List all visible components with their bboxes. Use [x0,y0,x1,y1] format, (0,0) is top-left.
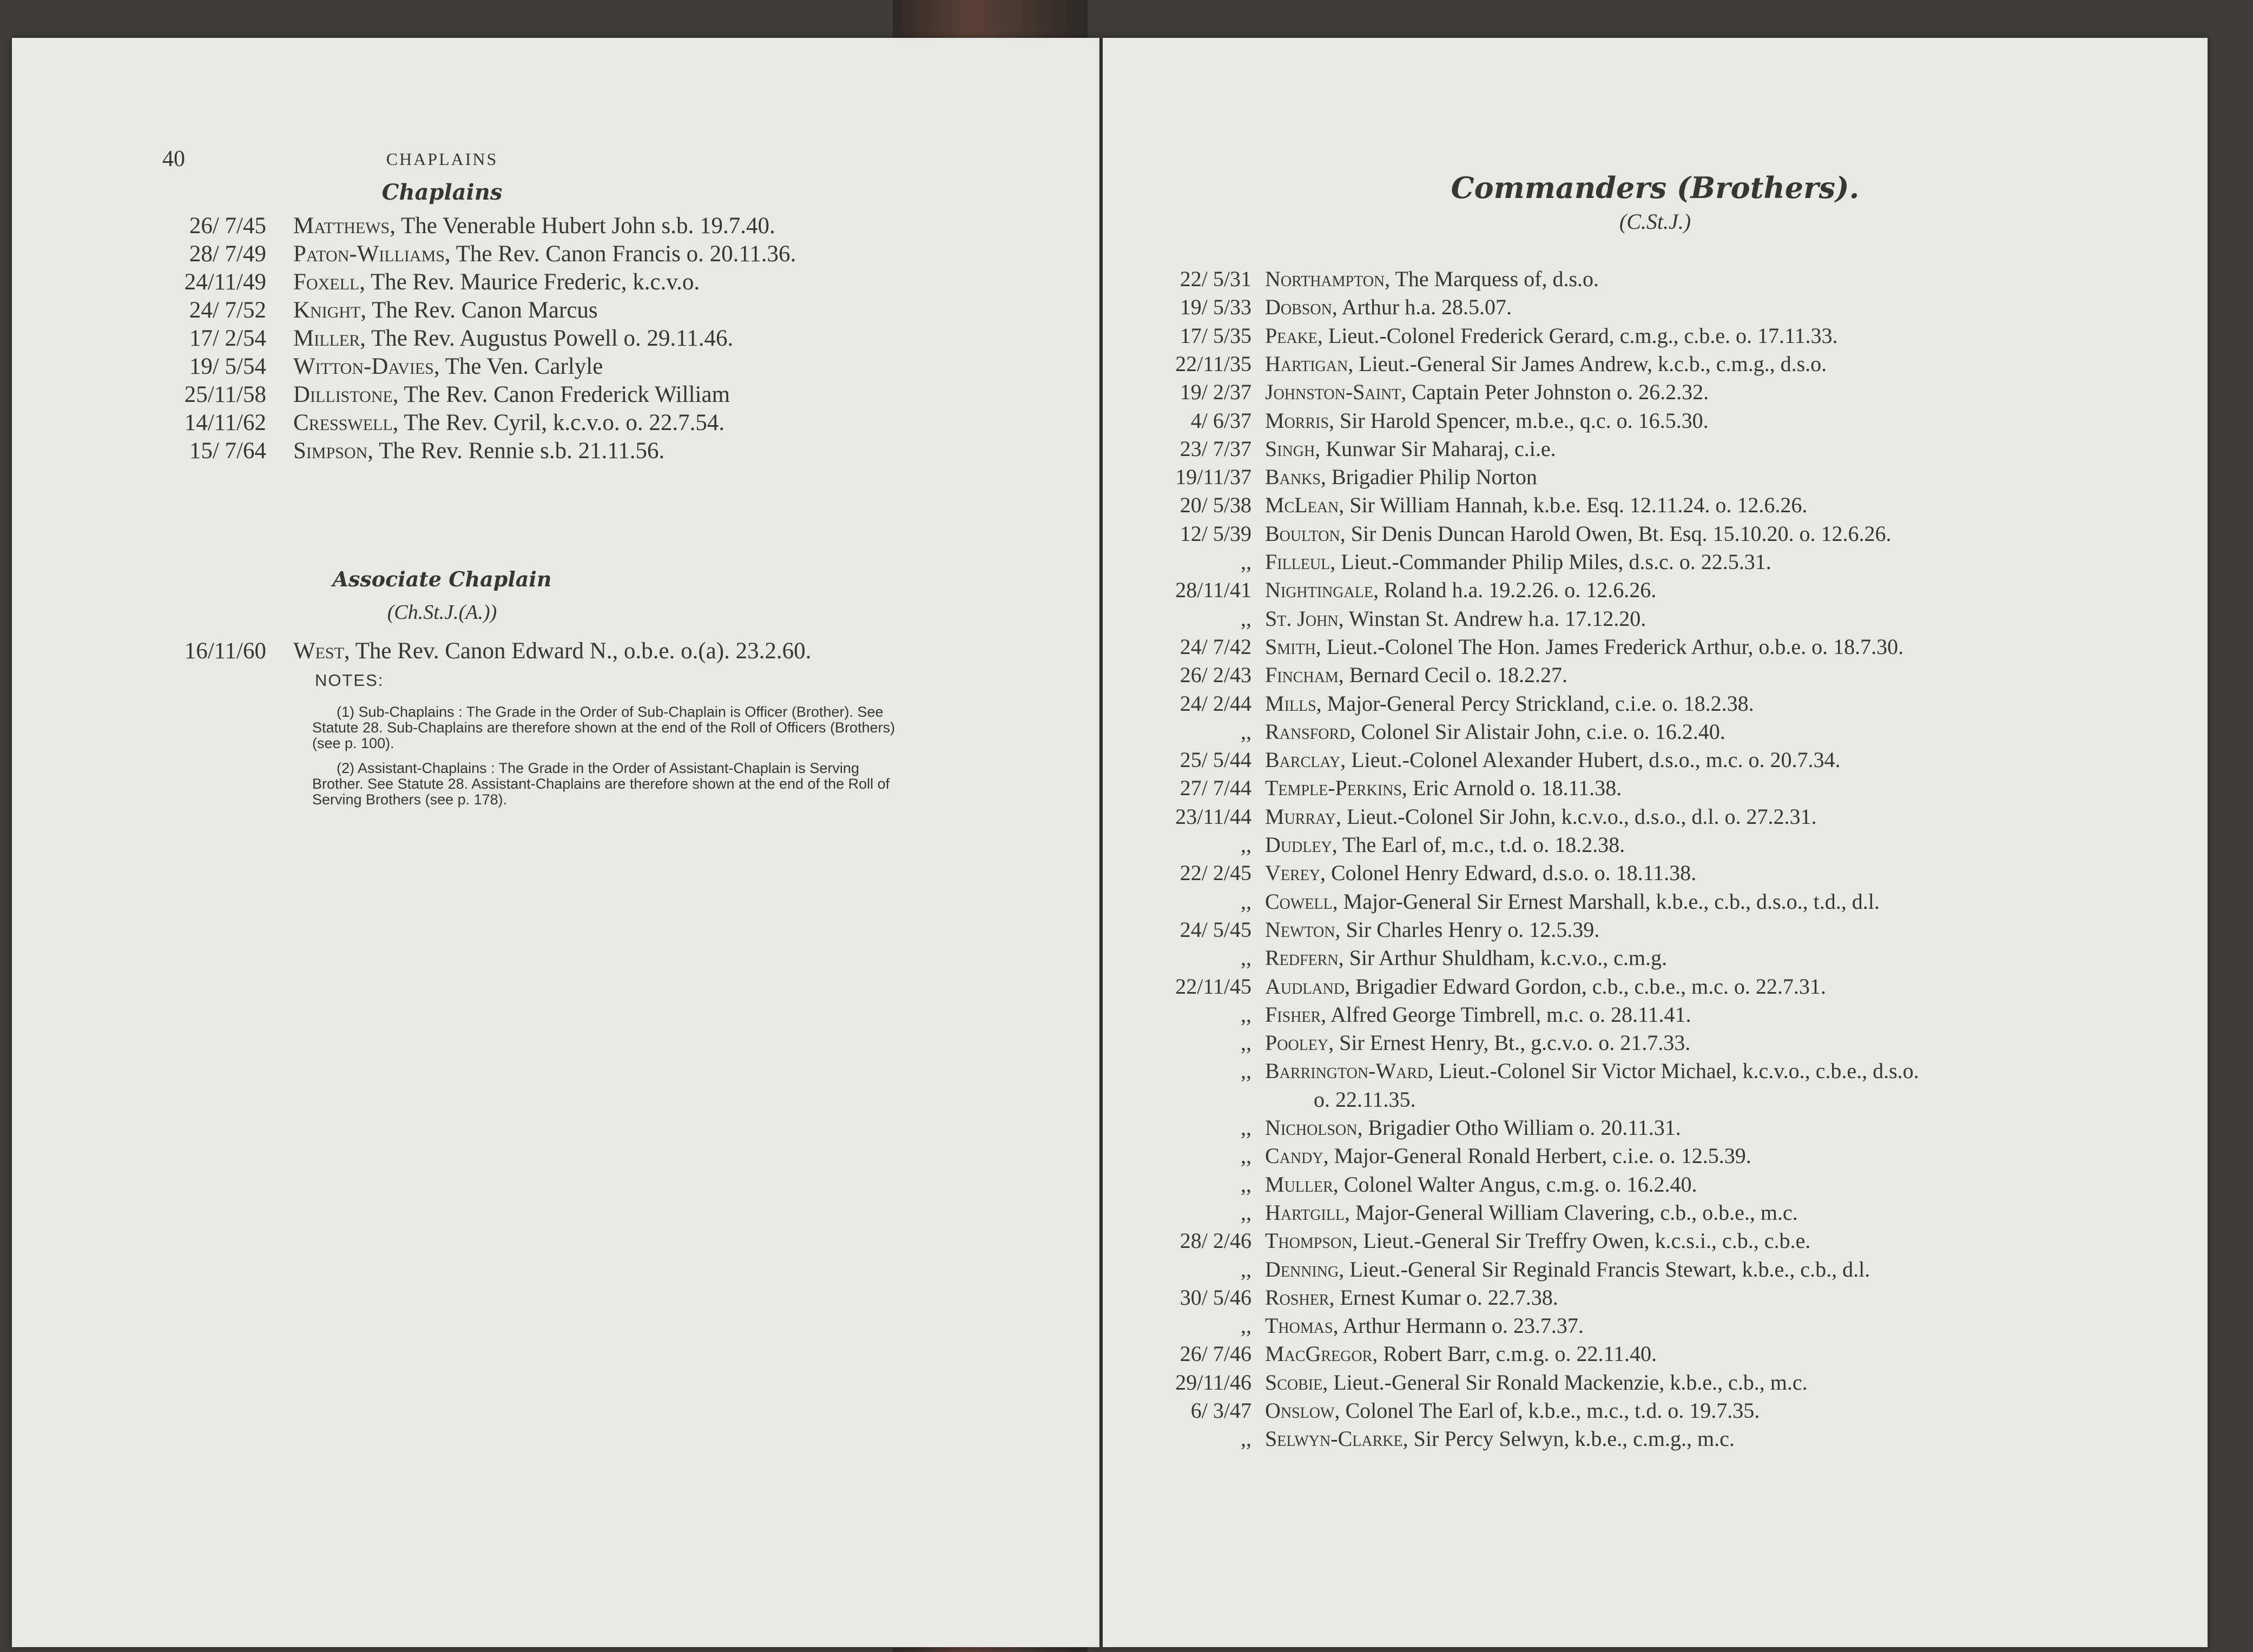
entry-surname: Redfern, [1265,946,1344,970]
entry-text [1265,831,1625,859]
entry-surname: Selwyn-Clarke, [1265,1426,1408,1451]
entry-surname: Dudley, [1265,832,1338,857]
entry-date: 16/11/60 [184,638,266,664]
entry-text [1265,1227,1810,1255]
associate-subheading: (Ch.St.J.(A.)) [387,601,497,624]
entry-surname: Paton-Williams, [293,241,451,267]
entry-surname: Filleul, [1265,550,1336,574]
entry-text [1265,265,1599,293]
entry-text [1265,407,1709,435]
entry-details: Arthur h.a. 28.5.07. [1337,295,1512,320]
entry-details: Roland h.a. 19.2.26. o. 12.6.26. [1378,578,1657,603]
entry-details: The Earl of, m.c., t.d. o. 18.2.38. [1337,832,1625,857]
entry-date: 19/ 2/37 [1180,380,1251,405]
entry-details: The Rev. Augustus Powell o. 29.11.46. [365,326,734,351]
entry-date: 26/ 7/46 [1180,1342,1251,1366]
entry-details: Kunwar Sir Maharaj, c.i.e. [1320,436,1556,461]
entry-date: ,, [1241,1030,1251,1055]
entry-details: The Rev. Cyril, k.c.v.o. o. 22.7.54. [398,410,725,435]
note-line: (1) Sub-Chaplains : The Grade in the Order of Sub-Chaplain is Officer (Brother). See [337,704,884,720]
entry-text [1265,916,1599,944]
entry-text [1265,1171,1697,1199]
entry-details: Brigadier Otho William o. 20.11.31. [1362,1115,1681,1140]
entry-date: ,, [1241,1200,1251,1225]
entry-text [293,381,730,409]
entry-surname: Barclay, [1265,748,1346,772]
entry-text [1265,576,1656,604]
entry-text [1265,746,1841,774]
entry-date: 19/11/37 [1175,465,1251,490]
entry-text [293,240,796,268]
entry-surname: Fisher, [1265,1002,1327,1027]
entry-date: ,, [1241,1172,1251,1197]
entry-date: 26/ 2/43 [1180,663,1251,688]
entry-surname: Onslow, [1265,1398,1340,1423]
entry-surname: McLean, [1265,493,1345,518]
entry-date: 23/ 7/37 [1180,436,1251,461]
entry-text [1314,1086,1416,1114]
entry-surname: Mills, [1265,691,1322,716]
entry-date: 24/ 5/45 [1180,917,1251,942]
entry-date: 22/11/45 [1175,974,1251,999]
entry-text [293,409,724,437]
entry-details: The Rev. Canon Marcus [366,298,598,323]
entry-details: The Rev. Maurice Frederic, k.c.v.o. [365,269,700,295]
entry-date: 20/ 5/38 [1180,493,1251,518]
entry-text [1265,520,1892,548]
entry-date: 6/ 3/47 [1190,1398,1251,1423]
entry-text [1265,1142,1751,1170]
entry-details: Sir Arthur Shuldham, k.c.v.o., c.m.g. [1343,946,1667,970]
entry-text [1265,548,1771,576]
section-heading-chaplains: Chaplains [381,180,503,205]
entry-text [1265,322,1838,350]
entry-surname: Temple-Perkins, [1265,776,1407,801]
entry-surname: Cresswell, [293,410,399,435]
entry-text [1265,1397,1760,1425]
entry-surname: Murray, [1265,804,1342,829]
entry-date: ,, [1241,1426,1251,1451]
entry-details: Sir Denis Duncan Harold Owen, Bt. Esq. 15.10.20. o. 12.6.26. [1345,521,1892,546]
entry-details: The Rev. Canon Edward N., o.b.e. o.(a). 23.2.60. [350,638,812,664]
entry-surname: Singh, [1265,436,1321,461]
entry-text [1265,944,1667,972]
entry-details: Brigadier Edward Gordon, c.b., c.b.e., m.c. o. 22.7.31. [1350,974,1826,999]
entry-details: Arthur Hermann o. 23.7.37. [1338,1313,1584,1338]
entry-surname: Dillistone, [293,382,399,407]
entry-text [1265,1057,1919,1085]
entry-details: Alfred George Timbrell, m.c. o. 28.11.41. [1326,1002,1691,1027]
entry-details: The Ven. Carlyle [439,354,603,379]
note-line: (see p. 100). [312,735,394,751]
entry-text [1265,1029,1690,1057]
entry-surname: Nightingale, [1265,578,1379,603]
entry-date: ,, [1241,1002,1251,1027]
note-assistant-chaplains [312,761,890,808]
entry-surname: Audland, [1265,974,1351,999]
entry-surname: Pooley, [1265,1030,1334,1055]
entry-details: Lieut.-Commander Philip Miles, d.s.c. o. 22.5.31. [1335,550,1771,574]
page-number: 40 [162,147,185,171]
entry-text [1265,774,1622,802]
entry-details: Sir Percy Selwyn, k.b.e., c.m.g., m.c. [1408,1426,1735,1451]
entry-text [293,296,598,325]
entry-text [1265,1255,1870,1284]
entry-details: Lieut.-General Sir James Andrew, k.c.b., c.m.g., d.s.o. [1353,351,1827,376]
entry-date: ,, [1241,889,1251,914]
entry-details: Lieut.-General Sir Reginald Francis Stewart, k.b.e., c.b., d.l. [1344,1257,1870,1281]
entry-surname: Verey, [1265,861,1326,886]
entry-date: 22/11/35 [1175,351,1251,376]
entry-text [293,437,664,465]
entry-date: 12/ 5/39 [1180,521,1251,546]
entry-surname: Hartgill, [1265,1200,1350,1225]
entry-surname: West, [293,638,350,664]
entry-text [1265,293,1512,321]
entry-details: The Rev. Canon Francis o. 20.11.36. [450,241,796,267]
section-heading-associate-chaplain: Associate Chaplain [332,567,552,591]
entry-date: 15/ 7/64 [189,438,266,464]
entry-text [1265,378,1709,406]
entry-date: ,, [1241,946,1251,970]
entry-surname: Witton-Davies, [293,354,440,379]
entry-text [1265,888,1880,916]
entry-surname: Miller, [293,326,366,351]
note-line: (2) Assistant-Chaplains : The Grade in the Order of Assistant-Chaplain is Serving [337,760,859,776]
entry-surname: Fincham, [1265,663,1344,688]
entry-text [1265,1312,1584,1340]
entry-surname: Ransford, [1265,719,1356,744]
entry-text [1265,633,1903,661]
entry-surname: Northampton, [1265,267,1391,291]
entry-date: 24/11/49 [184,269,266,295]
entry-details: Colonel Henry Edward, d.s.o. o. 18.11.38. [1326,861,1697,886]
entry-surname: Matthews, [293,213,396,239]
entry-date: 23/11/44 [1175,804,1251,829]
entry-text [1265,463,1537,491]
entry-details: Robert Barr, c.m.g. o. 22.11.40. [1378,1342,1657,1366]
entry-details: Eric Arnold o. 18.11.38. [1407,776,1622,801]
entry-text [293,268,700,296]
entry-date: 14/11/62 [184,410,266,435]
entry-surname: Scobie, [1265,1370,1328,1395]
entry-text [293,212,775,240]
entry-surname: Johnston-Saint, [1265,380,1407,405]
entry-date: 22/ 5/31 [1180,267,1251,291]
running-head: CHAPLAINS [386,149,498,169]
entry-text [1265,1199,1798,1227]
entry-surname: Dobson, [1265,295,1338,320]
entry-details: Lieut.-Colonel Alexander Hubert, d.s.o., m.c. o. 20.7.34. [1346,748,1841,772]
entry-date: 26/ 7/45 [189,213,266,239]
entry-surname: Newton, [1265,917,1341,942]
entry-text [1265,1284,1558,1312]
entry-date: 24/ 2/44 [1180,691,1251,716]
entry-surname: Barrington-Ward, [1265,1059,1434,1083]
entry-surname: Boulton, [1265,521,1346,546]
left-page [12,38,1099,1647]
entry-text [293,353,603,381]
entry-details: The Rev. Rennie s.b. 21.11.56. [373,438,665,464]
entry-date: ,, [1241,1115,1251,1140]
entry-date: 28/ 7/49 [189,241,266,267]
entry-details: Winstan St. Andrew h.a. 17.12.20. [1343,606,1646,631]
entry-surname: Banks, [1265,465,1326,490]
entry-text [1265,1369,1808,1397]
entry-text [1265,803,1817,831]
entry-text [293,637,811,665]
entry-date: 29/11/46 [1175,1370,1251,1395]
commanders-subheading: (C.St.J.) [1619,209,1691,234]
entry-date: 19/ 5/54 [189,354,266,379]
entry-date: 24/ 7/52 [189,298,266,323]
entry-details: Colonel Sir Alistair John, c.i.e. o. 16.2.40. [1355,719,1725,744]
entry-details: Major-General William Clavering, c.b., o.b.e., m.c. [1349,1200,1798,1225]
entry-details: Major-General Sir Ernest Marshall, k.b.e., c.b., d.s.o., t.d., d.l. [1338,889,1880,914]
entry-text [1265,491,1807,519]
section-heading-commanders: Commanders (Brothers). [1451,170,1860,205]
entry-date: ,, [1241,606,1251,631]
entry-details: Captain Peter Johnston o. 26.2.32. [1406,380,1709,405]
entry-surname: Simpson, [293,438,374,464]
entry-date: ,, [1241,1257,1251,1281]
entry-details: The Venerable Hubert John s.b. 19.7.40. [395,213,775,239]
right-page [1103,38,2208,1647]
entry-text [1265,973,1826,1001]
entry-surname: Knight, [293,298,367,323]
entry-surname: St. John, [1265,606,1344,631]
entry-text [1265,1114,1681,1142]
notes-title: NOTES: [315,671,384,690]
entry-date: 27/ 7/44 [1180,776,1251,801]
entry-text [1265,1425,1735,1453]
entry-details: Colonel Walter Angus, c.m.g. o. 16.2.40. [1338,1172,1697,1197]
entry-text [1265,1001,1691,1029]
entry-details: Lieut.-Colonel Sir John, k.c.v.o., d.s.o., d.l. o. 27.2.31. [1341,804,1817,829]
entry-date: 4/ 6/37 [1190,408,1251,433]
entry-details: Brigadier Philip Norton [1326,465,1537,490]
entry-date: 17/ 2/54 [189,326,266,351]
entry-text [1265,435,1556,463]
entry-surname: Denning, [1265,1257,1345,1281]
note-line: Brother. See Statute 28. Assistant-Chaplains are therefore shown at the end of the Roll of [312,776,890,792]
entry-text [293,325,733,353]
entry-date: ,, [1241,1313,1251,1338]
entry-details: Bernard Cecil o. 18.2.27. [1343,663,1568,688]
entry-date: 28/ 2/46 [1180,1228,1251,1253]
entry-details: Sir William Hannah, k.b.e. Esq. 12.11.24. o. 12.6.26. [1344,493,1808,518]
entry-surname: Smith, [1265,634,1321,659]
entry-date: ,, [1241,550,1251,574]
entry-date: 19/ 5/33 [1180,295,1251,320]
entry-text [1265,718,1725,746]
entry-surname: Peake, [1265,323,1323,348]
entry-date: ,, [1241,1144,1251,1168]
entry-surname: Morris, [1265,408,1335,433]
entry-date: 25/ 5/44 [1180,748,1251,772]
entry-date: ,, [1241,719,1251,744]
entry-date: 25/11/58 [184,382,266,407]
entry-details: Sir Harold Spencer, m.b.e., q.c. o. 16.5.30. [1334,408,1709,433]
entry-details: Lieut.-Colonel Sir Victor Michael, k.c.v.o., c.b.e., d.s.o. [1433,1059,1919,1083]
entry-details: Sir Charles Henry o. 12.5.39. [1340,917,1600,942]
entry-surname: Thomas, [1265,1313,1339,1338]
entry-surname: Muller, [1265,1172,1339,1197]
entry-details: Ernest Kumar o. 22.7.38. [1334,1285,1558,1310]
entry-text [1265,859,1696,887]
entry-surname: Rosher, [1265,1285,1335,1310]
note-sub-chaplains [312,704,895,751]
entry-date: 17/ 5/35 [1180,323,1251,348]
entry-details: Lieut.-General Sir Treffry Owen, k.c.s.i., c.b., c.b.e. [1358,1228,1811,1253]
entry-surname: MacGregor, [1265,1342,1378,1366]
entry-text [1265,690,1754,718]
entry-date: 30/ 5/46 [1180,1285,1251,1310]
entry-details: Lieut.-General Sir Ronald Mackenzie, k.b.e., c.b., m.c. [1328,1370,1808,1395]
entry-details: Major-General Percy Strickland, c.i.e. o. 18.2.38. [1321,691,1754,716]
entry-surname: Candy, [1265,1144,1329,1168]
entry-details: o. 22.11.35. [1314,1087,1416,1112]
entry-text [1265,350,1827,378]
entry-text [1265,605,1646,633]
entry-date: ,, [1241,1059,1251,1083]
entry-details: Lieut.-Colonel Frederick Gerard, c.m.g., c.b.e. o. 17.11.33. [1322,323,1838,348]
entry-details: The Rev. Canon Frederick William [398,382,730,407]
entry-text [1265,661,1567,689]
entry-details: Major-General Ronald Herbert, c.i.e. o. 12.5.39. [1328,1144,1751,1168]
entry-surname: Nicholson, [1265,1115,1363,1140]
entry-surname: Cowell, [1265,889,1338,914]
entry-details: Sir Ernest Henry, Bt., g.c.v.o. o. 21.7.33. [1334,1030,1691,1055]
note-line: Statute 28. Sub-Chaplains are therefore shown at the end of the Roll of Officers (Brothers) [312,719,895,736]
entry-text [1265,1340,1657,1368]
entry-details: The Marquess of, d.s.o. [1390,267,1599,291]
entry-details: Lieut.-Colonel The Hon. James Frederick Arthur, o.b.e. o. 18.7.30. [1321,634,1904,659]
entry-details: Colonel The Earl of, k.b.e., m.c., t.d. o. 19.7.35. [1340,1398,1760,1423]
entry-surname: Thompson, [1265,1228,1358,1253]
entry-date: 28/11/41 [1175,578,1251,603]
entry-date: 22/ 2/45 [1180,861,1251,886]
entry-date: 24/ 7/42 [1180,634,1251,659]
entry-date: ,, [1241,832,1251,857]
entry-surname: Hartigan, [1265,351,1354,376]
entry-surname: Foxell, [293,269,365,295]
note-line: Serving Brothers (see p. 178). [312,791,508,808]
